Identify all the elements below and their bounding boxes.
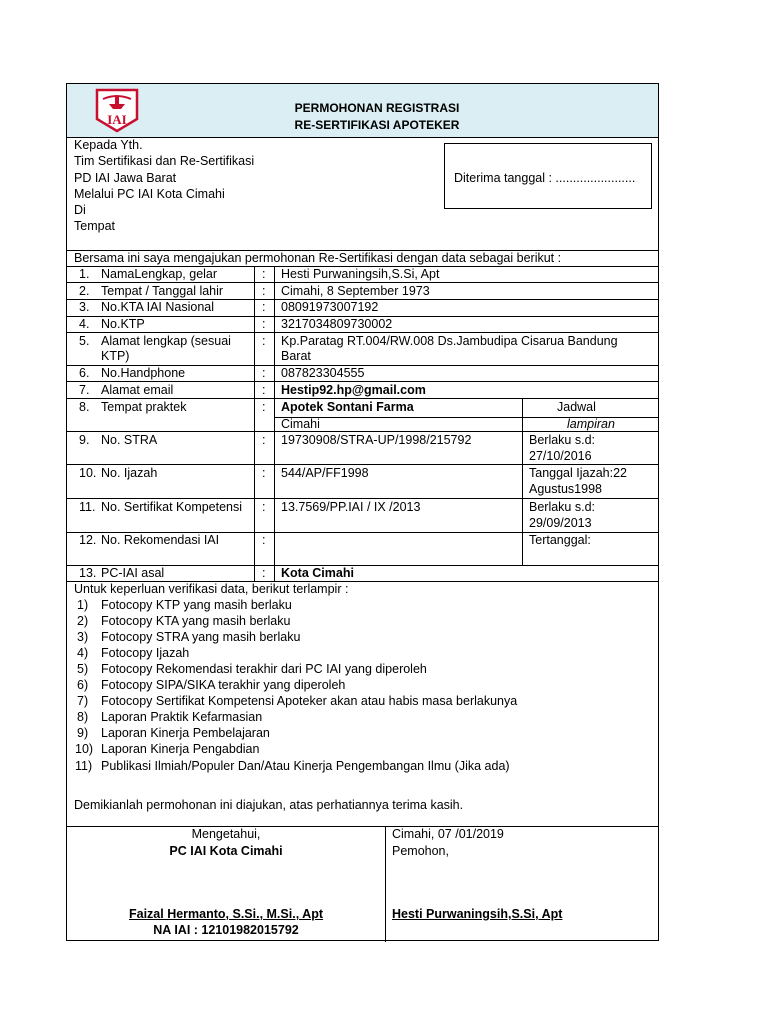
attachment-item: Laporan Kinerja Pembelajaran [101,726,270,740]
certificate-valid-date: 29/09/2013 [529,516,592,530]
address-line-2: Tim Sertifikasi dan Re-Sertifikasi [74,154,255,168]
stra-valid-label: Berlaku s.d: [529,433,596,447]
attachment-item: Fotocopy KTA yang masih berlaku [101,614,291,628]
field-colon: : [262,500,266,514]
field-value-name: Hesti Purwaningsih,S.Si, Apt [281,267,440,281]
field-colon: : [262,300,266,314]
field-value-ktp: 3217034809730002 [281,317,393,331]
attachment-item: Laporan Kinerja Pengabdian [101,742,260,756]
form-title-line1: PERMOHONAN REGISTRASI [294,101,460,115]
field-label-stra: No. STRA [101,433,158,447]
field-no: 7. [79,383,90,397]
attachment-no: 2) [77,614,89,628]
recommendation-date-label: Tertanggal: [529,533,591,547]
sign-date: Cimahi, 07 /01/2019 [392,827,504,841]
attachment-item: Fotocopy Ijazah [101,646,190,660]
field-label-branch: PC-IAI asal [101,566,165,580]
field-value-branch: Kota Cimahi [281,566,354,580]
field-label-phone: No.Handphone [101,366,186,380]
field-label-ktp: No.KTP [101,317,145,331]
attachment-item: Laporan Praktik Kefarmasian [101,710,263,724]
applicant-label: Pemohon, [392,844,449,858]
signatory-name-left: Faizal Hermanto, S.Si., M.Si., Apt [128,907,323,921]
field-no: 2. [79,284,90,298]
address-line-5: Di [74,203,86,217]
field-no: 11. [79,500,96,514]
iai-logo [93,87,141,133]
field-colon: : [262,533,266,547]
form-header [67,84,658,138]
address-line-4: Melalui PC IAI Kota Cimahi [74,187,225,201]
field-colon: : [262,466,266,480]
registration-form [66,83,659,941]
field-value-practice-city: Cimahi [281,417,320,431]
attachment-no: 5) [77,662,89,676]
field-no: 8. [79,400,90,414]
attachment-no: 6) [77,678,89,692]
attachment-no: 9) [77,726,89,740]
field-value-phone: 087823304555 [281,366,365,380]
field-no: 1. [79,267,90,281]
attachment-no: 4) [77,646,89,660]
field-label-email: Alamat email [101,383,174,397]
attachment-no: 7) [77,694,89,708]
diploma-date-label: Tanggal Ijazah:22 [529,466,627,480]
field-colon: : [262,433,266,447]
field-no: 5. [79,334,90,348]
attachment-item: Fotocopy Rekomendasi terakhir dari PC IAI yang diperoleh [101,662,427,676]
field-value-certificate: 13.7569/PP.IAI / IX /2013 [281,500,421,514]
field-value-practice: Apotek Sontani Farma [281,400,414,414]
stra-valid-date: 27/10/2016 [529,449,592,463]
attachment-item: Publikasi Ilmiah/Populer Dan/Atau Kinerja Pengembangan Ilmu (Jika ada) [101,759,510,773]
logo-text: IAI [107,112,127,127]
field-label-name: NamaLengkap, gelar [101,267,218,281]
field-label-birth: Tempat / Tanggal lahir [101,284,224,298]
field-value-birth: Cimahi, 8 September 1973 [281,284,430,298]
attachment-item: Fotocopy STRA yang masih berlaku [101,630,301,644]
signatory-name-right: Hesti Purwaningsih,S.Si, Apt [392,907,563,921]
certificate-valid-label: Berlaku s.d: [529,500,596,514]
attachment-item: Fotocopy SIPA/SIKA terakhir yang diperoleh [101,678,346,692]
field-value-address: Kp.Paratag RT.004/RW.008 Ds.Jambudipa Cisarua Bandung [281,334,618,348]
field-label-certificate: No. Sertifikat Kompetensi [101,500,243,514]
field-label-practice: Tempat praktek [101,400,187,414]
field-colon: : [262,267,266,281]
field-colon: : [262,334,266,348]
attachment-no: 1) [77,598,89,612]
received-date-label: Diterima tanggal : ....................... [454,171,636,185]
field-colon: : [262,366,266,380]
field-no: 4. [79,317,90,331]
attachments-intro: Untuk keperluan verifikasi data, berikut terlampir : [74,582,349,596]
field-value-email: Hestip92.hp@gmail.com [281,383,426,397]
field-label-diploma: No. Ijazah [101,466,158,480]
field-no: 12. [79,533,97,547]
form-title-line2: RE-SERTIFIKASI APOTEKER [294,118,460,132]
field-no: 6. [79,366,90,380]
field-label-kta: No.KTA IAI Nasional [101,300,215,314]
attachment-item: Fotocopy KTP yang masih berlaku [101,598,292,612]
field-colon: : [262,317,266,331]
intro-text: Bersama ini saya mengajukan permohonan Re-Sertifikasi dengan data sebagai berikut : [74,251,562,265]
field-no: 3. [79,300,90,314]
address-line-1: Kepada Yth. [74,138,143,152]
field-no: 9. [79,433,90,447]
field-colon: : [262,566,266,580]
field-label-recommendation: No. Rekomendasi IAI [101,533,220,547]
field-colon: : [262,383,266,397]
field-colon: : [262,400,266,414]
attachment-no: 11) [75,759,93,773]
field-colon: : [262,284,266,298]
address-line-3: PD IAI Jawa Barat [74,171,177,185]
attachment-no: 8) [77,710,89,724]
branch-name: PC IAI Kota Cimahi [169,844,283,858]
attachment-no: 3) [77,630,89,644]
field-value-kta: 08091973007192 [281,300,379,314]
field-label-address-cont: KTP) [101,349,130,363]
attachment-no: 10) [75,742,94,756]
acknowledged-label: Mengetahui, [191,827,261,841]
signatory-id-left: NA IAI : 12101982015792 [153,923,299,937]
schedule-label: Jadwal [557,400,596,414]
field-no: 10. [79,466,97,480]
field-value-diploma: 544/AP/FF1998 [281,466,369,480]
address-line-6: Tempat [74,219,115,233]
closing-text: Demikianlah permohonan ini diajukan, atas perhatiannya terima kasih. [74,798,464,812]
attachment-item: Fotocopy Sertifikat Kompetensi Apoteker akan atau habis masa berlakunya [101,694,518,708]
field-label-address: Alamat lengkap (sesuai [101,334,231,348]
field-no: 13. [79,566,97,580]
field-value-stra: 19730908/STRA-UP/1998/215792 [281,433,472,447]
received-date-box [444,143,652,209]
schedule-attachment: lampiran [567,417,615,431]
field-value-address-cont: Barat [281,349,311,363]
diploma-date: Agustus1998 [529,482,602,496]
